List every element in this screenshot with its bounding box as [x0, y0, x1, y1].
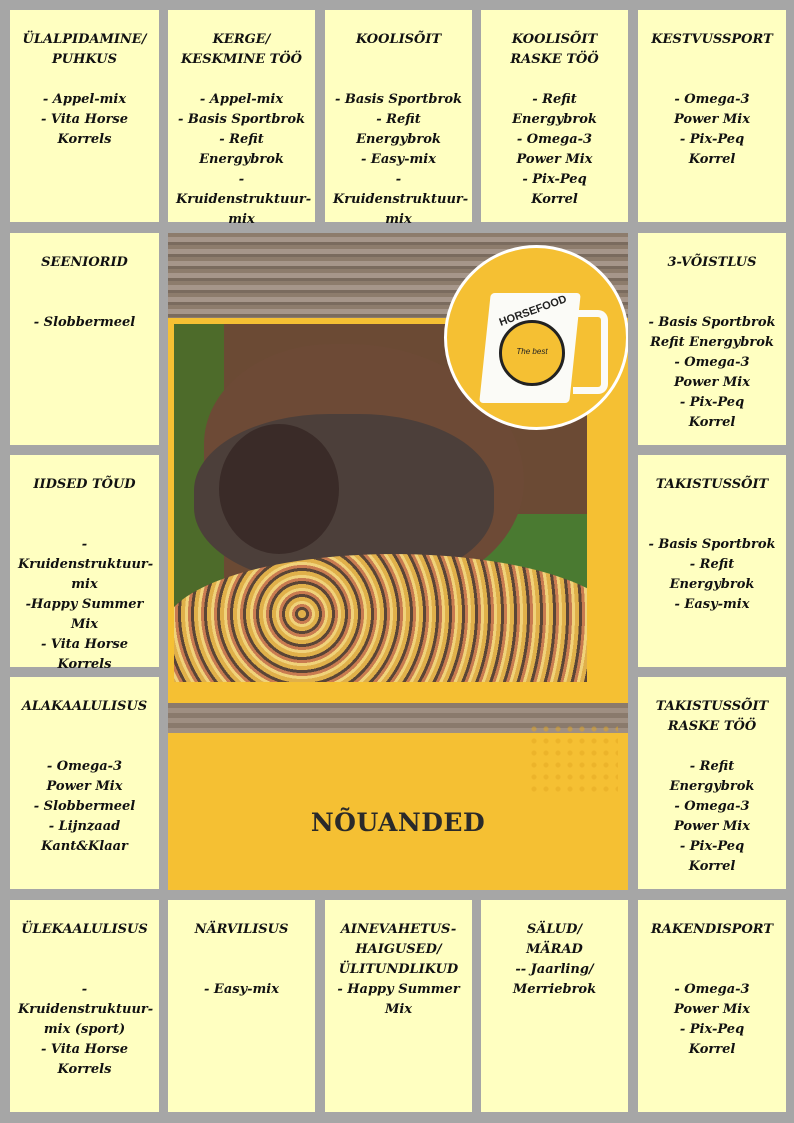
card-rakendisport — [638, 900, 786, 1112]
card-items: - Refit Energybrok - Omega-3 Power Mix - Pix-Peq Korrel — [512, 92, 597, 207]
card-saludmarad — [481, 900, 628, 1112]
card-title: KOOLISÕIT RASKE TÖÖ — [510, 32, 599, 67]
horsefood-logo — [497, 293, 569, 386]
card-items: - Omega-3 Power Mix - Pix-Peq Korrel — [673, 982, 750, 1057]
card-narvilisus — [168, 900, 315, 1112]
card-seeniorid — [10, 233, 159, 445]
card-title: NÄRVILISUS — [194, 922, 289, 937]
card-kestvussport — [638, 10, 786, 222]
card-title: TAKISTUSSÕIT — [655, 477, 769, 492]
card-items: - Omega-3 Power Mix - Slobbermeel - Lijnzaad Kant&Klaar — [33, 759, 136, 854]
feature-panel — [168, 233, 628, 890]
card-title: KESTVUSSPORT — [651, 32, 773, 47]
card-koolisoit — [325, 10, 472, 227]
card-title: AINEVAHETUS- HAIGUSED/ ÜLITUNDLIKUD — [338, 922, 459, 977]
logo-brand: HORSEFOOD — [497, 293, 569, 329]
decor-dots — [528, 723, 618, 793]
card-title: SEENIORID — [41, 255, 128, 270]
scoop-handle — [573, 310, 608, 394]
card-alakaalulisus — [10, 677, 159, 889]
card-items: - Appel-mix - Vita Horse Korrels — [40, 92, 129, 147]
card-ylekaalulisus — [10, 900, 159, 1112]
card-iidsed-toud — [10, 455, 159, 672]
card-items: - Happy Summer Mix — [337, 982, 460, 1017]
card-items: -- Jaarling/ Merriebrok — [512, 962, 597, 997]
card-takistussoit — [638, 455, 786, 667]
card-title: ÜLEKAALULISUS — [21, 922, 148, 937]
card-title: IIDSED TÕUD — [33, 477, 136, 492]
card-items: - Basis Sportbrok - Refit Energybrok - Easy-mix — [648, 537, 776, 612]
card-takistussoit-raske — [638, 677, 786, 889]
card-items: - Appel-mix - Basis Sportbrok - Refit Energybrok - Kruidenstruktuur- mix — [176, 92, 312, 227]
logo-tagline: The best — [516, 347, 548, 356]
card-items: - Refit Energybrok - Omega-3 Power Mix - Pix-Peq Korrel — [669, 759, 755, 874]
card-ainevahetus — [325, 900, 472, 1112]
card-title: ALAKAALULISUS — [21, 699, 148, 714]
card-3-voistlus — [638, 233, 786, 445]
card-ylalpidamine — [10, 10, 159, 222]
card-title: TAKISTUSSÕIT RASKE TÖÖ — [655, 699, 769, 734]
card-koolisoit-raske — [481, 10, 628, 222]
card-title: KOOLISÕIT — [355, 32, 442, 47]
card-title: RAKENDISPORT — [650, 922, 774, 937]
page-title: NÕUANDED — [310, 808, 486, 837]
card-items: - Slobbermeel — [33, 315, 136, 330]
card-title: SÄLUD/ MÄRAD — [526, 922, 583, 957]
scoop-badge — [444, 245, 628, 430]
card-title: 3-VÕISTLUS — [667, 255, 757, 270]
card-items: - Kruidenstruktuur- mix (sport) - Vita Horse Korrels — [18, 982, 154, 1077]
card-items: - Basis Sportbrok - Refit Energybrok - Easy-mix - Kruidenstruktuur- mix — [333, 92, 469, 227]
card-items: - Basis Sportbrok Refit Energybrok - Omega-3 Power Mix - Pix-Peq Korrel — [648, 315, 776, 430]
feed-pile — [168, 554, 593, 688]
card-title: KERGE/ KESKMINE TÖÖ — [180, 32, 302, 67]
card-kerge-too — [168, 10, 315, 227]
card-items: - Easy-mix — [204, 982, 279, 997]
card-items: - Omega-3 Power Mix - Pix-Peq Korrel — [673, 92, 750, 167]
horse-nostril — [219, 424, 339, 554]
card-title: ÜLALPIDAMINE/ PUHKUS — [22, 32, 147, 67]
card-items: - Kruidenstruktuur- mix -Happy Summer Mix - Vita Horse Korrels — [18, 537, 154, 672]
